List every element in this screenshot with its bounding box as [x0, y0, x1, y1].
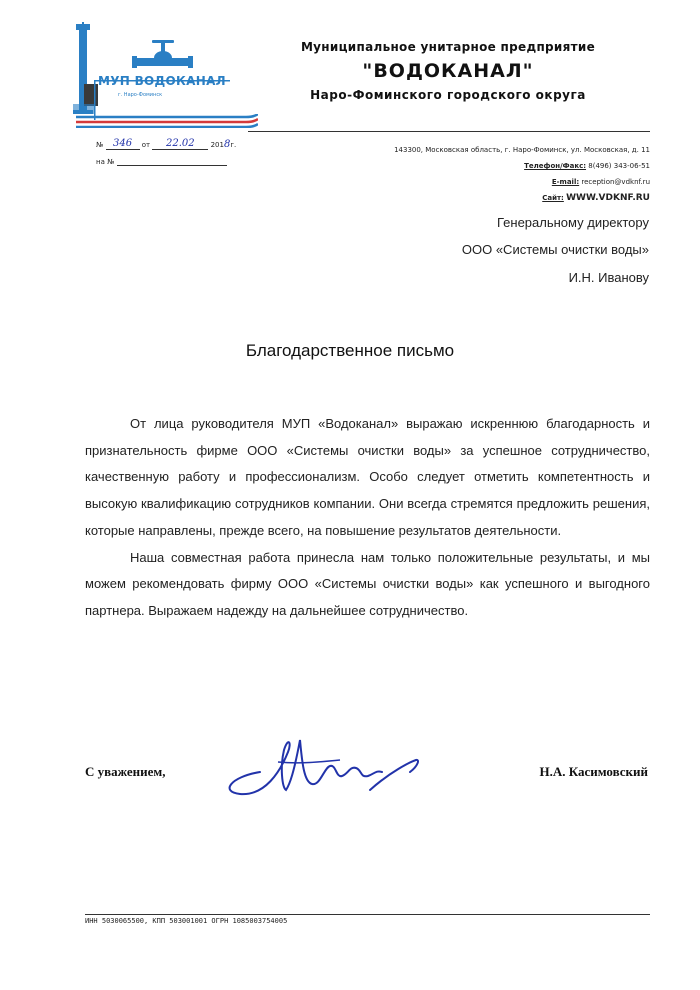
header-divider — [248, 131, 650, 132]
addressee-name: И.Н. Иванову — [568, 270, 649, 285]
footer-requisites: ИНН 5030065500, КПП 503001001 ОГРН 1085003754005 — [85, 917, 288, 925]
phone-label: Телефон/Факс: — [524, 162, 587, 170]
water-tower-logo-icon — [70, 22, 240, 122]
year-end: г. — [230, 141, 237, 149]
year-suffix: 8 — [223, 139, 231, 150]
number-label: № — [96, 141, 104, 149]
paragraph-1: От лица руководителя МУП «Водоканал» выражаю искреннюю благодарность и признательность фирме ООО «Системы очистки воды» за успешное сотрудничество, качественную работу и профессионализм. Особо следует отметить компетентность и высокую квалификацию сотрудников компании. Они всегда стремятся предложить решения, которые направлены, прежде всего, на повышение результатов деятельности. — [85, 416, 650, 538]
date-value: 22.02 — [166, 138, 195, 149]
date-from-label: от — [141, 141, 151, 149]
company-logo — [70, 22, 240, 122]
org-district: Наро-Фоминского городского округа — [310, 88, 586, 102]
addressee-company: ООО «Системы очистки воды» — [461, 242, 649, 257]
reply-label: на № — [96, 158, 115, 166]
email-value[interactable]: reception@vdknf.ru — [581, 178, 650, 186]
outgoing-number — [96, 138, 236, 150]
logo-subtext: г. Наро-Фоминск — [118, 92, 163, 98]
letter-body — [85, 411, 650, 625]
letter-title: Благодарственное письмо — [245, 341, 455, 360]
header-stripes — [76, 114, 258, 128]
contact-block — [394, 142, 650, 206]
logo-name: МУП ВОДОКАНАЛ — [98, 74, 226, 88]
number-value: 346 — [112, 138, 133, 149]
email-label: E-mail: — [551, 178, 580, 186]
paragraph-2: Наша совместная работа принесла нам только положительные результаты, и мы можем рекомендовать фирму ООО «Системы очистки воды» как успешного и выгодного партнера. Выражаем надежду на дальнейшее сотрудничество. — [85, 549, 650, 618]
address: 143300, Московская область, г. Наро-Фоминск, ул. Московская, д. 11 — [394, 146, 650, 154]
closing-phrase: С уважением, — [85, 764, 166, 779]
phone-value: 8(496) 343-06-51 — [588, 162, 650, 170]
org-type: Муниципальное унитарное предприятие — [300, 40, 596, 54]
year-prefix: 201 — [210, 141, 224, 149]
addressee-position: Генеральному директору — [497, 215, 649, 230]
reply-to-number — [96, 157, 227, 166]
site-link[interactable]: WWW.VDKNF.RU — [566, 193, 650, 203]
signer-name: Н.А. Касимовский — [539, 764, 648, 779]
org-name: "ВОДОКАНАЛ" — [362, 60, 534, 82]
handwritten-signature-icon — [220, 732, 430, 807]
site-label: Сайт: — [542, 194, 564, 202]
footer-divider — [85, 914, 650, 915]
